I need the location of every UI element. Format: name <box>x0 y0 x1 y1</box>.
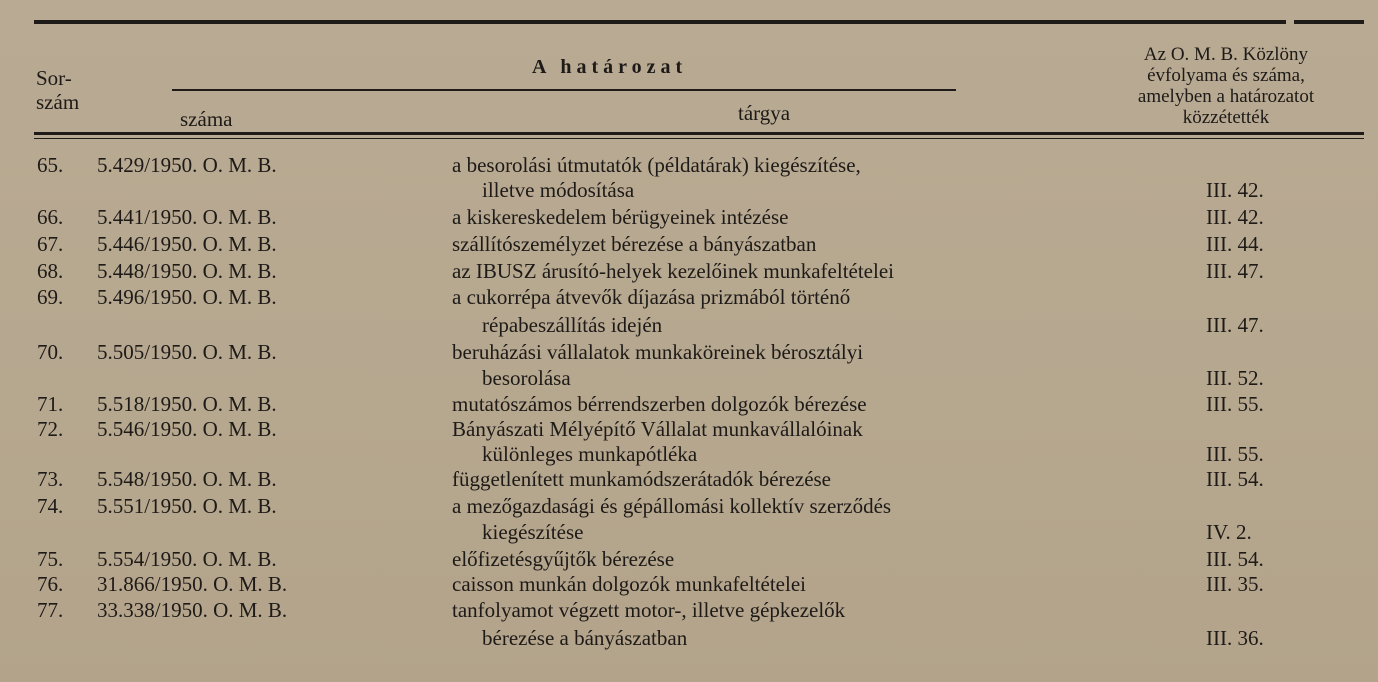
row-journal: III. 44. <box>1206 232 1264 256</box>
row-journal: III. 52. <box>1206 366 1264 390</box>
row-journal: III. 47. <box>1206 313 1264 337</box>
row-journal: III. 54. <box>1206 547 1264 571</box>
row-reference: 31.866/1950. O. M. B. <box>97 572 288 596</box>
header-rule-2 <box>34 138 1364 139</box>
table-row-continuation <box>0 177 1378 203</box>
table-row <box>0 493 1378 519</box>
row-subject-cont: kiegészítése <box>482 520 584 544</box>
row-journal: III. 42. <box>1206 178 1264 202</box>
row-journal: III. 54. <box>1206 467 1264 491</box>
row-subject: caisson munkán dolgozók munkafeltételei <box>452 572 806 596</box>
row-subject: beruházási vállalatok munkaköreinek bérosztályi <box>452 340 864 364</box>
row-reference: 5.546/1950. O. M. B. <box>97 417 277 441</box>
table-row <box>0 597 1378 623</box>
row-subject-cont: répabeszállítás idején <box>482 313 663 337</box>
row-number: 66. <box>37 205 64 229</box>
row-number: 76. <box>37 572 64 596</box>
row-journal: III. 35. <box>1206 572 1264 596</box>
row-subject: függetlenített munkamódszerátadók bérezése <box>452 467 832 491</box>
row-number: 72. <box>37 417 64 441</box>
row-journal: III. 55. <box>1206 442 1264 466</box>
row-reference: 5.518/1950. O. M. B. <box>97 392 277 416</box>
row-reference: 33.338/1950. O. M. B. <box>97 598 288 622</box>
row-journal: III. 42. <box>1206 205 1264 229</box>
row-reference: 5.441/1950. O. M. B. <box>97 205 277 229</box>
header-rule <box>34 132 1364 135</box>
row-subject: szállítószemélyzet bérezése a bányászatban <box>452 232 817 256</box>
row-number: 71. <box>37 392 64 416</box>
row-reference: 5.505/1950. O. M. B. <box>97 340 277 364</box>
row-reference: 5.429/1950. O. M. B. <box>97 153 277 177</box>
table-row-continuation <box>0 625 1378 651</box>
row-subject: a besorolási útmutatók (példatárak) kiegészítése, <box>452 153 861 177</box>
header-szama: száma <box>180 107 233 131</box>
table-row <box>0 204 1378 230</box>
row-reference: 5.448/1950. O. M. B. <box>97 259 277 283</box>
row-number: 70. <box>37 340 64 364</box>
row-reference: 5.551/1950. O. M. B. <box>97 494 277 518</box>
row-reference: 5.554/1950. O. M. B. <box>97 547 277 571</box>
top-rule <box>34 20 1286 24</box>
table-row <box>0 284 1378 310</box>
row-journal: IV. 2. <box>1206 520 1252 544</box>
table-row-continuation <box>0 519 1378 545</box>
table-row-continuation <box>0 441 1378 467</box>
table-row <box>0 231 1378 257</box>
row-subject: tanfolyamot végzett motor-, illetve gépkezelők <box>452 598 846 622</box>
table-row <box>0 258 1378 284</box>
row-subject-cont: besorolása <box>482 366 571 390</box>
row-subject: az IBUSZ árusító-helyek kezelőinek munkafeltételei <box>452 259 894 283</box>
row-subject-cont: illetve módosítása <box>482 178 635 202</box>
row-number: 69. <box>37 285 64 309</box>
header-sorszam: Sor- szám <box>36 66 80 114</box>
row-subject: a kiskereskedelem bérügyeinek intézése <box>452 205 789 229</box>
row-reference: 5.548/1950. O. M. B. <box>97 467 277 491</box>
row-subject: előfizetésgyűjtők bérezése <box>452 547 675 571</box>
table-row-continuation <box>0 365 1378 391</box>
table-row <box>0 546 1378 572</box>
row-reference: 5.496/1950. O. M. B. <box>97 285 277 309</box>
row-number: 67. <box>37 232 64 256</box>
table-row <box>0 466 1378 492</box>
header-title: A határozat <box>532 56 688 78</box>
header-targya: tárgya <box>738 101 791 125</box>
top-rule-right <box>1294 20 1364 24</box>
row-subject-cont: bérezése a bányászatban <box>482 626 688 650</box>
row-journal: III. 47. <box>1206 259 1264 283</box>
row-number: 68. <box>37 259 64 283</box>
row-subject: a mezőgazdasági és gépállomási kollektív szerződés <box>452 494 892 518</box>
row-subject: mutatószámos bérrendszerben dolgozók bérezése <box>452 392 867 416</box>
row-number: 75. <box>37 547 64 571</box>
row-journal: III. 55. <box>1206 392 1264 416</box>
title-underline <box>172 89 956 91</box>
row-number: 73. <box>37 467 64 491</box>
row-subject: Bányászati Mélyépítő Vállalat munkavállalóinak <box>452 417 863 441</box>
header-kozlony: Az O. M. B. Közlöny évfolyama és száma, amelyben a határozatot közzétették <box>1137 44 1315 128</box>
table-row <box>0 571 1378 597</box>
table-row <box>0 152 1378 178</box>
row-journal: III. 36. <box>1206 626 1264 650</box>
row-reference: 5.446/1950. O. M. B. <box>97 232 277 256</box>
table-row-continuation <box>0 312 1378 338</box>
row-subject-cont: különleges munkapótléka <box>482 442 698 466</box>
table-row <box>0 339 1378 365</box>
table-row <box>0 416 1378 442</box>
row-number: 77. <box>37 598 64 622</box>
table-row <box>0 391 1378 417</box>
row-number: 74. <box>37 494 64 518</box>
row-subject: a cukorrépa átvevők díjazása prizmából történő <box>452 285 851 309</box>
row-number: 65. <box>37 153 64 177</box>
